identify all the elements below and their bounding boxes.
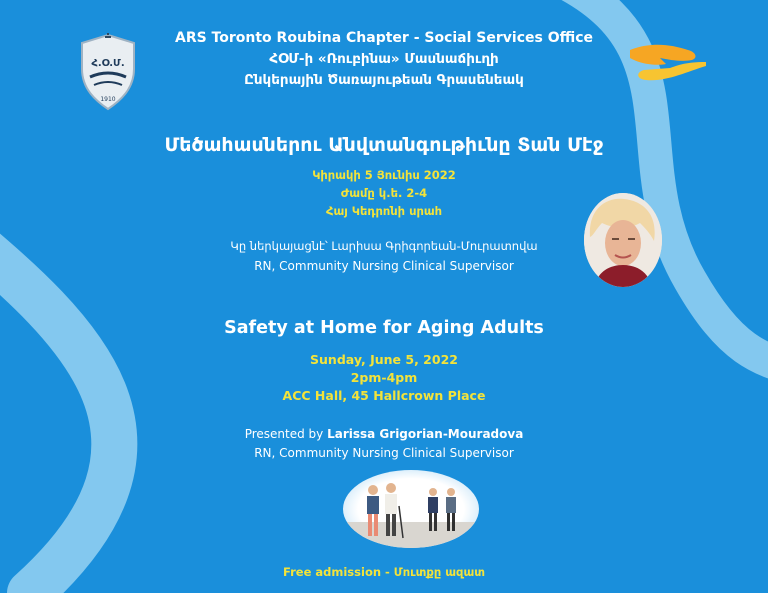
event-title-hy: Մեծահասներու Անվտանգութիւնը Տան Մէջ [164, 134, 604, 156]
org-name-en: ARS Toronto Roubina Chapter - Social Services Office [174, 30, 594, 46]
event-venue-en: ACC Hall, 45 Hallcrown Place [282, 388, 486, 403]
presenter-portrait [584, 193, 662, 287]
presenter-line-hy: Կը ներկայացնէ՝ Լարիսա Գրիգորեան-Մուրատովա [230, 239, 538, 253]
admission-note: Free admission - Մուտքը ազատ [283, 565, 485, 579]
presenter-credential-en: RN, Community Nursing Clinical Supervisor [254, 446, 514, 460]
presenter-credential-hy: RN, Community Nursing Clinical Supervisor [254, 259, 514, 273]
event-time-en: 2pm-4pm [350, 370, 418, 385]
logo-text: Հ.Օ.Մ. [91, 58, 125, 69]
presenter-name: Larissa Grigorian-Mouradova [327, 427, 524, 441]
seniors-walking-photo [343, 470, 479, 548]
logo-year: 1910 [100, 96, 116, 103]
event-title-en: Safety at Home for Aging Adults [224, 318, 544, 338]
org-name-hy-line2: Ընկերային Ծառայութեան Գրասենեակ [244, 72, 524, 88]
event-venue-hy: Հայ Կեդրոնի սրահ [325, 204, 443, 218]
presented-by-label: Presented by [244, 427, 324, 441]
event-date-en: Sunday, June 5, 2022 [310, 352, 458, 367]
event-date-hy: Կիրակի 5 Յունիս 2022 [312, 168, 456, 182]
presenter-line-en [0, 427, 768, 441]
event-time-hy: Ժամը կ.ե. 2-4 [340, 186, 428, 200]
org-name-hy-line1: ՀՕՄ-ի «Ռուբինա» Մասնաճիւղի [269, 51, 499, 67]
